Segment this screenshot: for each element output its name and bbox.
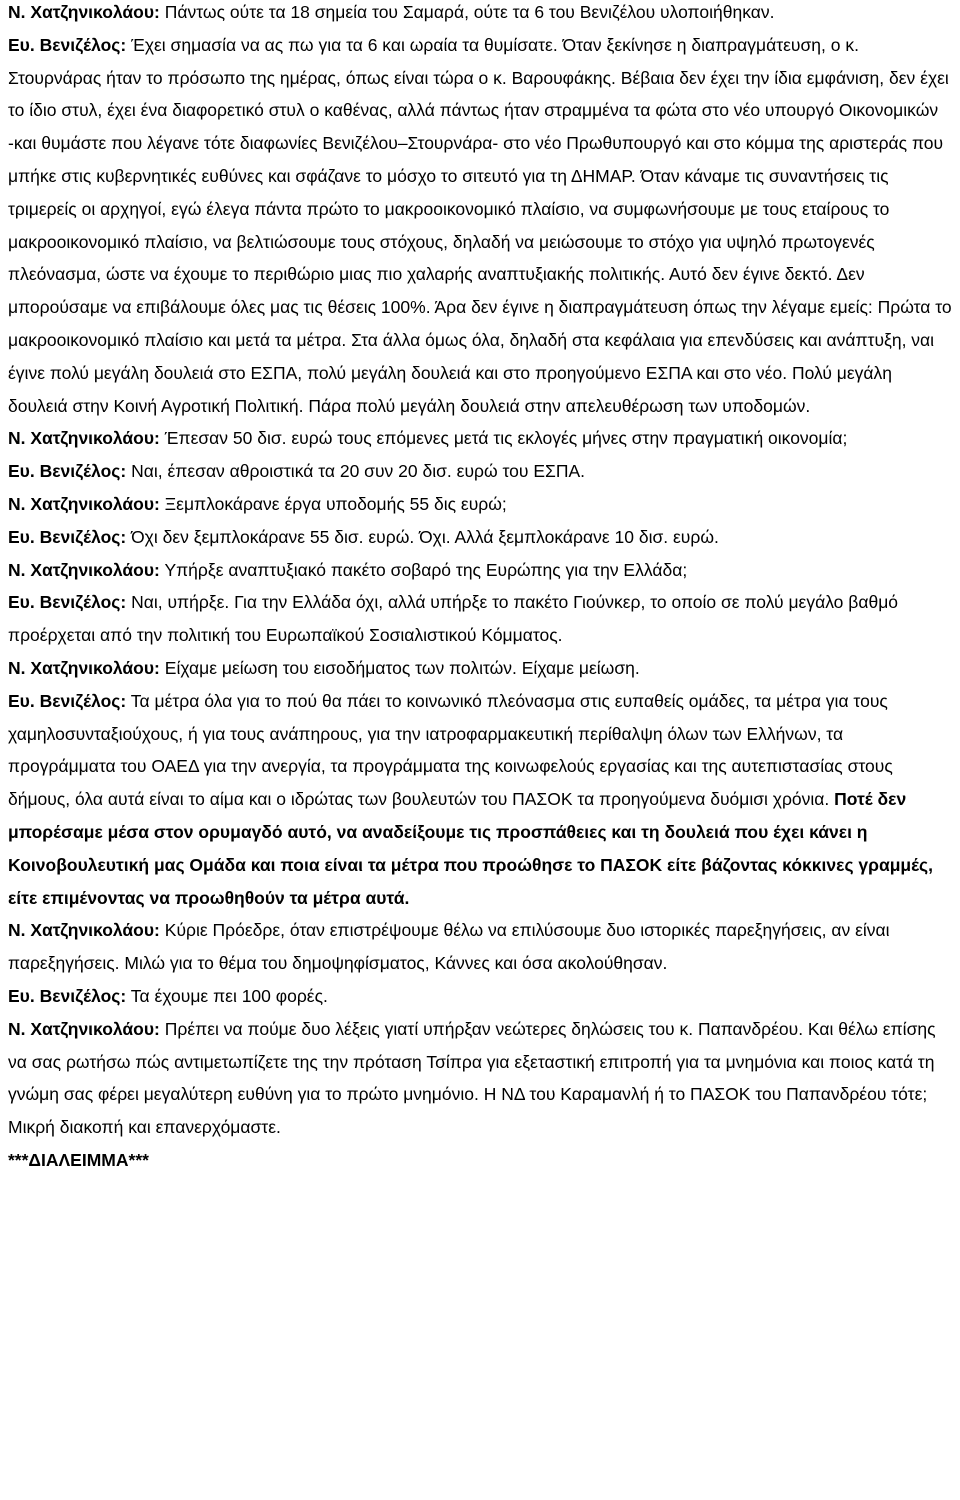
paragraph-text: Τα έχουμε πει 100 φορές. — [130, 985, 328, 1006]
transcript-paragraph — [8, 586, 952, 652]
transcript-paragraph — [8, 980, 952, 1013]
paragraph-text: Ναι, υπήρξε. Για την Ελλάδα όχι, αλλά υπήρξε το πακέτο Γιούνκερ, το οποίο σε πολύ μεγάλο βαθμό προέρχεται από την πολιτική του Ευρωπαϊκού Σοσιαλιστικού Κόμματος. — [8, 592, 899, 646]
speaker-label: Ευ. Βενιζέλος: — [8, 690, 127, 711]
transcript-paragraph — [8, 1013, 952, 1144]
speaker-label: Ν. Χατζηνικολάου: — [8, 657, 160, 678]
paragraph-text: Έχει σημασία να ας πω για τα 6 και ωραία τα θυμίσατε. Όταν ξεκίνησε η διαπραγμάτευση, ο κ. Στουρνάρας ήταν το πρόσωπο της ημέρας, όπως είναι τώρα ο κ. Βαρουφάκης. Βέβαια δεν έχει την ίδια εμφάνιση, δεν έχει το ίδιο στυλ, έχει ένα διαφορετικό στυλ ο καθένας, αλλά πάντως ήταν στραμμένα τα φώτα στο νέο υπουργό Οικονομικών -και θυμάστε που λέγανε τότε διαφωνίες Βενιζέλου‒Στουρνάρα- στο νέο Πρωθυπουργό και στο κόμμα της αριστεράς που μπήκε στις κυβερνητικές ευθύνες και σφάζανε το μόσχο το σιτευτό για τη ΔΗΜΑΡ. Όταν κάναμε τις συναντήσεις τις τριμερείς οι αρχηγοί, εγώ έλεγα πάντα πρώτο το μακροοικονομικό πλαίσιο, να συμφωνήσουμε με τους εταίρους το μακροοικονομικό πλαίσιο, να βελτιώσουμε τους στόχους, δηλαδή να μειώσουμε το στόχο για υψηλό πρωτογενές πλεόνασμα, ώστε να έχουμε το περιθώριο μιας πιο χαλαρής αναπτυξιακής πολιτικής. Αυτό δεν έγινε δεκτό. Δεν μπορούσαμε να επιβάλουμε όλες μας τις θέσεις 100%. Άρα δεν έγινε η διαπραγμάτευση όπως την λέγαμε εμείς: Πρώτα το μακροοικονομικό πλαίσιο και μετά τα μέτρα. Στα άλλα όμως όλα, δηλαδή στα κεφάλαια για επενδύσεις και ανάπτυξη, ναι έγινε πολύ μεγάλη δουλειά στο ΕΣΠΑ, πολύ μεγάλη δουλειά και στο προηγούμενο ΕΣΠΑ και στο νέο. Πολύ μεγάλη δουλειά στην Κοινή Αγροτική Πολιτική. Πάρα πολύ μεγάλη δουλειά στην απελευθέρωση των υποδομών. — [8, 34, 952, 416]
paragraph-text: Έπεσαν 50 δισ. ευρώ τους επόμενες μετά τις εκλογές μήνες στην πραγματική οικονομία; — [164, 428, 848, 449]
transcript-paragraph — [8, 0, 952, 29]
speaker-label: Ευ. Βενιζέλος: — [8, 34, 127, 55]
speaker-label: Ν. Χατζηνικολάου: — [8, 2, 160, 22]
speaker-label: Ν. Χατζηνικολάου: — [8, 428, 160, 449]
paragraph-text: Όχι δεν ξεμπλοκάρανε 55 δισ. ευρώ. Όχι. Αλλά ξεμπλοκάρανε 10 δισ. ευρώ. — [131, 526, 719, 547]
transcript-body — [8, 0, 952, 1144]
transcript-paragraph — [8, 554, 952, 587]
paragraph-text: Τα μέτρα όλα για το πού θα πάει το κοινωνικό πλεόνασμα στις ευπαθείς ομάδες, τα μέτρα για τους χαμηλοσυνταξιούχους, ή για τους ανάπηρους, για την ιατροφαρμακευτική περίθαλψη όλων των Ελλήνων, τα προγράμματα του ΟΑΕΔ για την ανεργία, τα προγράμματα της κοινωφελούς εργασίας και της αυτεπιστασίας στους δήμους, όλα αυτά είναι το αίμα και ο ιδρώτας των βουλευτών του ΠΑΣΟΚ τα προηγούμενα δυόμισι χρόνια. — [8, 690, 893, 810]
speaker-label: Ευ. Βενιζέλος: — [8, 592, 127, 613]
speaker-label: Ν. Χατζηνικολάου: — [8, 493, 160, 514]
paragraph-text: Υπήρξε αναπτυξιακό πακέτο σοβαρό της Ευρώπης για την Ελλάδα; — [164, 559, 688, 580]
break-marker: ***ΔΙΑΛΕΙΜΜΑ*** — [8, 1149, 149, 1170]
paragraph-text: Κύριε Πρόεδρε, όταν επιστρέψουμε θέλω να επιλύσουμε δυο ιστορικές παρεξηγήσεις, αν είναι παρεξηγήσεις. Μιλώ για το θέμα του δημοψηφίσματος, Κάννες και όσα ακολούθησαν. — [8, 920, 890, 974]
transcript-paragraph — [8, 422, 952, 455]
paragraph-text: Είχαμε μείωση του εισοδήματος των πολιτών. Είχαμε μείωση. — [164, 657, 640, 678]
transcript-paragraph — [8, 29, 952, 423]
transcript-paragraph — [8, 685, 952, 915]
paragraph-text: Ναι, έπεσαν αθροιστικά τα 20 συν 20 δισ. ευρώ του ΕΣΠΑ. — [131, 461, 585, 482]
paragraph-text: Πάντως ούτε τα 18 σημεία του Σαμαρά, ούτε τα 6 του Βενιζέλου υλοποιήθηκαν. — [164, 2, 775, 22]
speaker-label: Ν. Χατζηνικολάου: — [8, 1018, 160, 1039]
transcript-paragraph — [8, 652, 952, 685]
speaker-label: Ν. Χατζηνικολάου: — [8, 559, 160, 580]
speaker-label: Ν. Χατζηνικολάου: — [8, 920, 160, 941]
transcript-paragraph — [8, 455, 952, 488]
paragraph-text: Ξεμπλοκάρανε έργα υποδομής 55 δις ευρώ; — [164, 493, 507, 514]
paragraph-text: Πρέπει να πούμε δυο λέξεις γιατί υπήρξαν νεώτερες δηλώσεις του κ. Παπανδρέου. Και θέλω επίσης να σας ρωτήσω πώς αντιμετωπίζετε της την πρόταση Τσίπρα για εξεταστική επιτροπή για τα μνημόνια και ποιος κατά τη γνώμη σας φέρει μεγαλύτερη ευθύνη για το πρώτο μνημόνιο. Η ΝΔ του Καραμανλή ή το ΠΑΣΟΚ του Παπανδρέου τότε; Μικρή διακοπή και επανερχόμαστε. — [8, 1018, 936, 1138]
emphasized-text: Ποτέ δεν μπορέσαμε μέσα στον ορυμαγδό αυτό, να αναδείξουμε τις προσπάθειες και τη δουλειά που έχει κάνει η Κοινοβουλευτική μας Ομάδα και ποια είναι τα μέτρα που προώθησε το ΠΑΣΟΚ είτε βάζοντας κόκκινες γραμμές, είτε επιμένοντας να προωθηθούν τα μέτρα αυτά. — [8, 789, 933, 908]
speaker-label: Ευ. Βενιζέλος: — [8, 461, 127, 482]
transcript-paragraph — [8, 488, 952, 521]
speaker-label: Ευ. Βενιζέλος: — [8, 526, 127, 547]
speaker-label: Ευ. Βενιζέλος: — [8, 985, 127, 1006]
transcript-paragraph — [8, 914, 952, 980]
transcript-paragraph — [8, 521, 952, 554]
